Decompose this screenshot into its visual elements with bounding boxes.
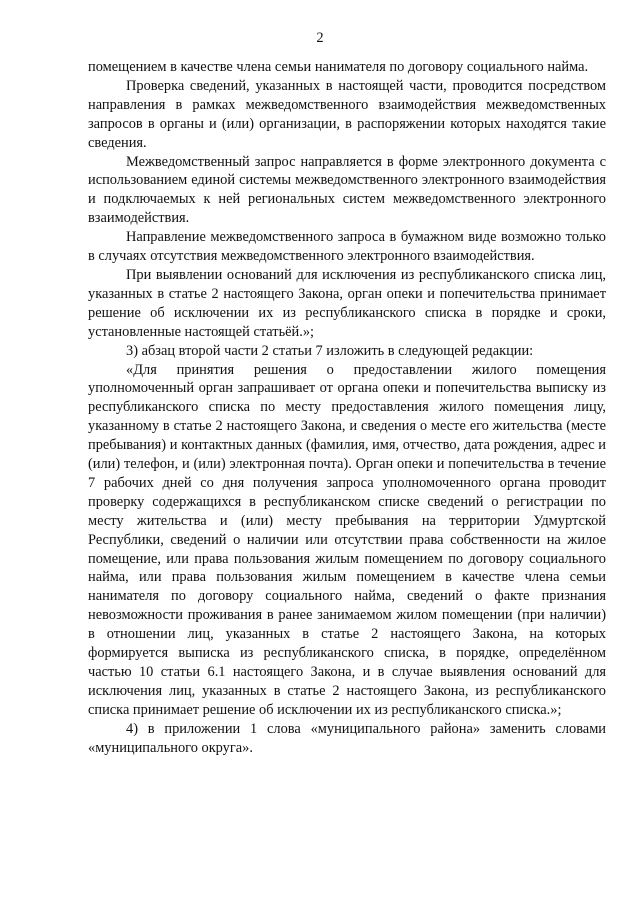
paragraph-exclusion: При выявлении оснований для исключения из республиканского списка лиц, указанных в статье 2 настоящего Закона, орган опеки и попечительства принимает решение об исключении их из республиканского списка в порядке и сроки, установленные настоящей статьёй.»;	[88, 266, 606, 340]
paragraph-continuation: помещением в качестве члена семьи нанимателя по договору социального найма.	[88, 59, 589, 75]
paragraph-item-4: 4) в приложении 1 слова «муниципального района» заменить словами «муниципального округа».	[88, 720, 606, 756]
page-number: 2	[316, 30, 324, 46]
paragraph-item-3: 3) абзац второй части 2 статьи 7 изложить в следующей редакции:	[126, 342, 534, 359]
paragraph-electronic-request: Межведомственный запрос направляется в форме электронного документа с использованием единой системы межведомственного электронного взаимодействия и подключаемых к ней региональных систем межведомственного электронного взаимодействия.	[88, 153, 606, 227]
document-body	[88, 58, 606, 758]
paragraph-quoted-article: «Для принятия решения о предоставлении жилого помещения уполномоченный орган запрашивает от органа опеки и попечительства выписку из республиканского списка по месту предоставления жилого помещения лицу, указанному в статье 2 настоящего Закона, и сведения о месте его жительства (месте пребывания) и контактных данных (фамилия, имя, отчество, дата рождения, адрес и (или) телефон, и (или) электронная почта). Орган опеки и попечительства в течение 7 рабочих дней со дня получения запроса уполномоченного органа проводит проверку содержащихся в республиканском списке сведений о регистрации по месту жительства и (или) месту пребывания на территории Удмуртской Республики, сведений о наличии или отсутствии права собственности на жилое помещение, или права пользования жилым помещением по договору социального найма, или права пользования жилым помещением в качестве члена семьи нанимателя по договору социального найма, сведений о факте признания невозможности проживания в ранее занимаемом жилом помещении (при наличии) в отношении лиц, указанных в статье 2 настоящего Закона, на которых формируется выписка из республиканского списка, в порядке, определённом частью 10 статьи 6.1 настоящего Закона, и в случае выявления оснований для исключения лиц, указанных в статье 2 настоящего Закона, из республиканского списка принимает решение об исключении их из республиканского списка.»;	[88, 361, 606, 718]
paragraph-paper-request: Направление межведомственного запроса в бумажном виде возможно только в случаях отсутствия межведомственного электронного взаимодействия.	[88, 229, 606, 265]
paragraph-verification: Проверка сведений, указанных в настоящей части, проводится посредством направления в рамках межведомственного взаимодействия межведомственных запросов в органы и (или) организации, в распоряжении которых находятся такие сведения.	[88, 77, 606, 151]
